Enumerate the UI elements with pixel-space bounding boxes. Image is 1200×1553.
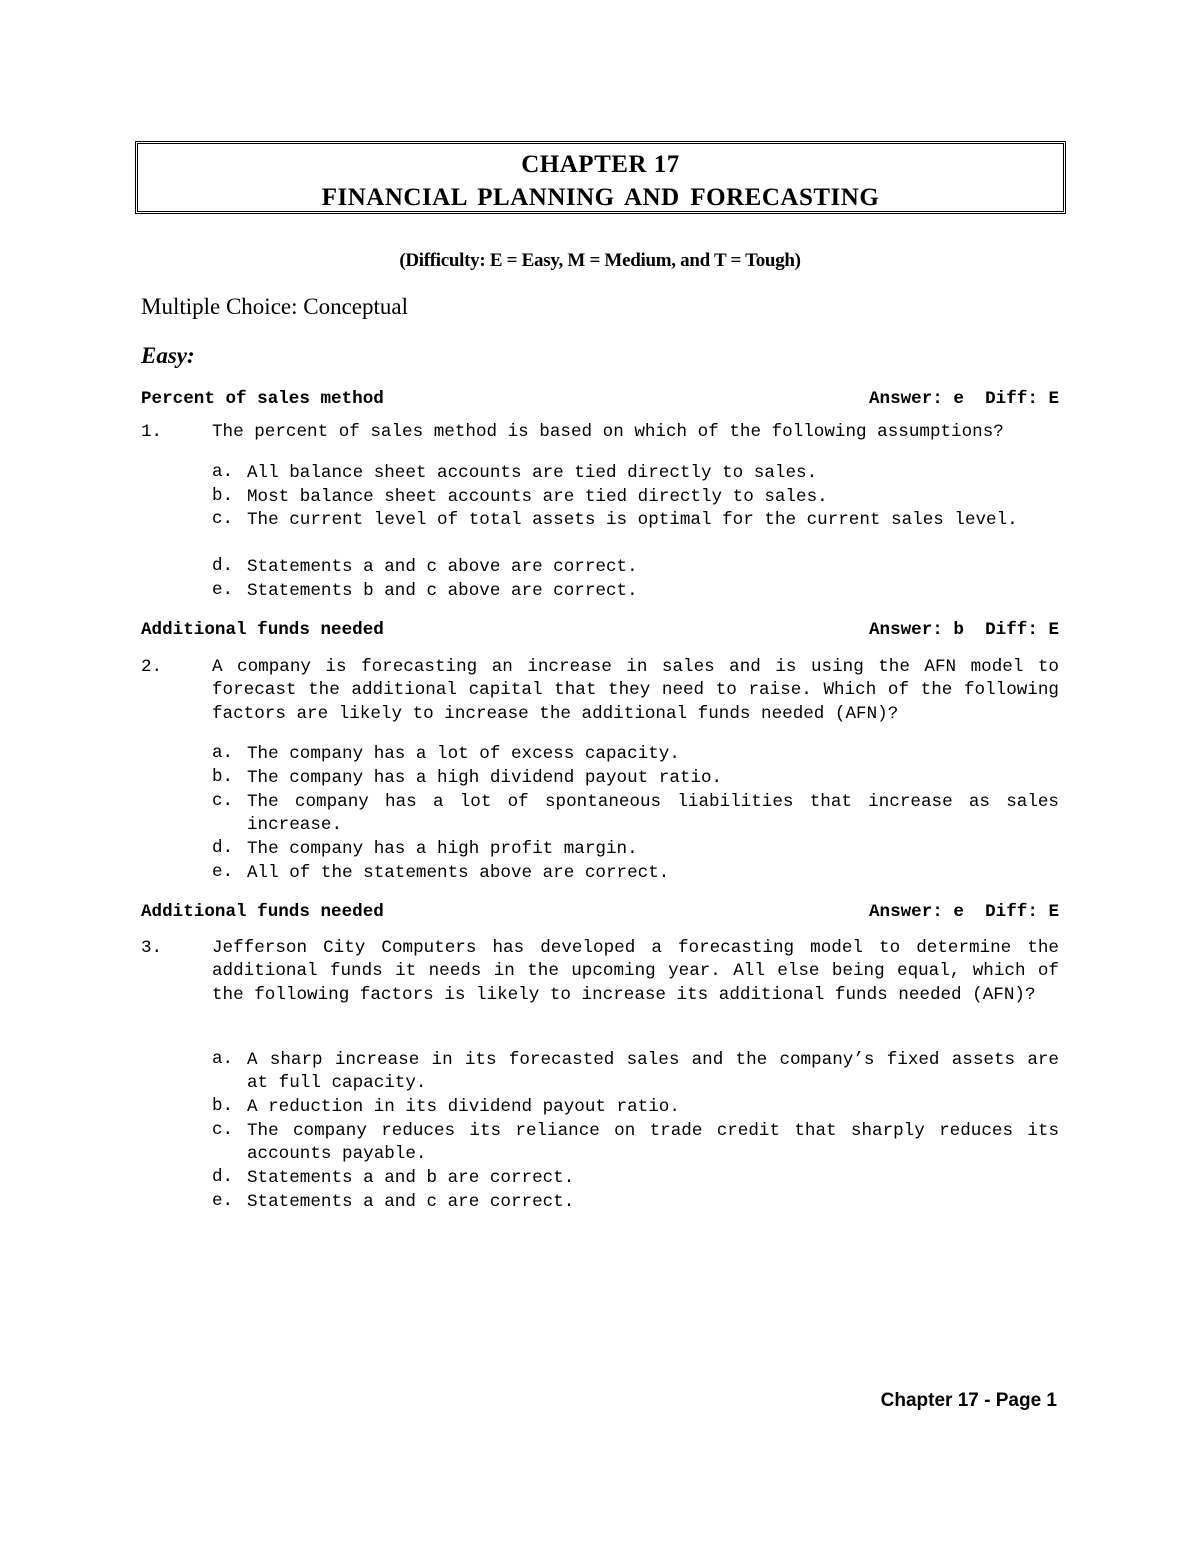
question-topic: Additional funds needed bbox=[141, 620, 384, 640]
option-letter: c. bbox=[212, 509, 234, 529]
option-text: Most balance sheet accounts are tied directly to sales. bbox=[247, 487, 828, 507]
option-letter: a. bbox=[212, 743, 234, 763]
option-letter: a. bbox=[212, 1049, 234, 1069]
question-header bbox=[141, 902, 1059, 924]
option-letter: e. bbox=[212, 862, 234, 882]
option-text: Statements a and c above are correct. bbox=[247, 557, 638, 577]
option-text: Statements a and b are correct. bbox=[247, 1168, 575, 1188]
answer-option bbox=[212, 462, 1059, 485]
option-text: The company has a lot of excess capacity. bbox=[247, 744, 680, 764]
option-letter: e. bbox=[212, 580, 234, 600]
option-letter: b. bbox=[212, 486, 234, 506]
answer-option bbox=[212, 767, 1059, 790]
question-topic: Percent of sales method bbox=[141, 389, 384, 409]
question-number: 2. bbox=[141, 657, 163, 677]
option-letter: c. bbox=[212, 791, 234, 811]
answer-option bbox=[212, 1120, 1059, 1165]
answer-option bbox=[212, 1096, 1059, 1119]
option-text: Statements a and c are correct. bbox=[247, 1192, 575, 1212]
option-letter: d. bbox=[212, 838, 234, 858]
page-footer: Chapter 17 - Page 1 bbox=[880, 1390, 1057, 1411]
answer-option bbox=[212, 486, 1059, 509]
option-letter: c. bbox=[212, 1120, 234, 1140]
answer-option bbox=[212, 1191, 1059, 1214]
option-letter: d. bbox=[212, 556, 234, 576]
question-number: 1. bbox=[141, 422, 163, 442]
answer-option bbox=[212, 862, 1059, 885]
answer-option bbox=[212, 743, 1059, 766]
answer-option bbox=[212, 509, 1059, 532]
option-text: The company reduces its reliance on trade credit that sharply reduces its accounts payable. bbox=[247, 1121, 1059, 1165]
question-topic: Additional funds needed bbox=[141, 902, 384, 922]
option-letter: a. bbox=[212, 462, 234, 482]
question-text: Jefferson City Computers has developed a forecasting model to determine the additional funds it needs in the upcoming year. All else being equal, which of the following factors is likely to increase its additional funds needed (AFN)? bbox=[212, 938, 1059, 1005]
option-text: The current level of total assets is optimal for the current sales level. bbox=[247, 510, 1018, 530]
question-answer-key: Answer: e Diff: E bbox=[868, 389, 1059, 409]
question-text: The percent of sales method is based on which of the following assumptions? bbox=[212, 422, 1004, 442]
section-title: Multiple Choice: Conceptual bbox=[141, 294, 409, 319]
answer-option bbox=[212, 556, 1059, 579]
option-letter: e. bbox=[212, 1191, 234, 1211]
question-header bbox=[141, 389, 1059, 411]
answer-option bbox=[212, 1049, 1059, 1094]
option-text: Statements b and c above are correct. bbox=[247, 581, 638, 601]
option-text: The company has a lot of spontaneous liabilities that increase as sales increase. bbox=[247, 792, 1059, 836]
option-letter: b. bbox=[212, 1096, 234, 1116]
answer-option bbox=[212, 838, 1059, 861]
question-answer-key: Answer: e Diff: E bbox=[868, 902, 1059, 922]
option-text: The company has a high profit margin. bbox=[247, 839, 638, 859]
option-text: A reduction in its dividend payout ratio. bbox=[247, 1097, 680, 1117]
answer-option bbox=[212, 1167, 1059, 1190]
question-text: A company is forecasting an increase in sales and is using the AFN model to forecast the additional capital that they need to raise. Which of the following factors are likely to increase the additional funds needed (AFN)? bbox=[212, 657, 1059, 724]
option-letter: b. bbox=[212, 767, 234, 787]
answer-option bbox=[212, 791, 1059, 836]
chapter-title: FINANCIAL PLANNING AND FORECASTING bbox=[321, 184, 880, 211]
answer-option bbox=[212, 580, 1059, 603]
difficulty-note: (Difficulty: E = Easy, M = Medium, and T = Tough) bbox=[399, 250, 801, 271]
option-text: All of the statements above are correct. bbox=[247, 863, 670, 883]
question-header bbox=[141, 620, 1059, 642]
option-text: The company has a high dividend payout ratio. bbox=[247, 768, 723, 788]
chapter-number: CHAPTER 17 bbox=[521, 151, 680, 178]
question-answer-key: Answer: b Diff: E bbox=[868, 620, 1059, 640]
chapter-title-box bbox=[135, 141, 1066, 214]
option-letter: d. bbox=[212, 1167, 234, 1187]
option-text: All balance sheet accounts are tied directly to sales. bbox=[247, 463, 818, 483]
subsection-title: Easy: bbox=[141, 343, 195, 368]
question-number: 3. bbox=[141, 938, 163, 958]
option-text: A sharp increase in its forecasted sales and the company’s fixed assets are at full capacity. bbox=[247, 1050, 1059, 1094]
